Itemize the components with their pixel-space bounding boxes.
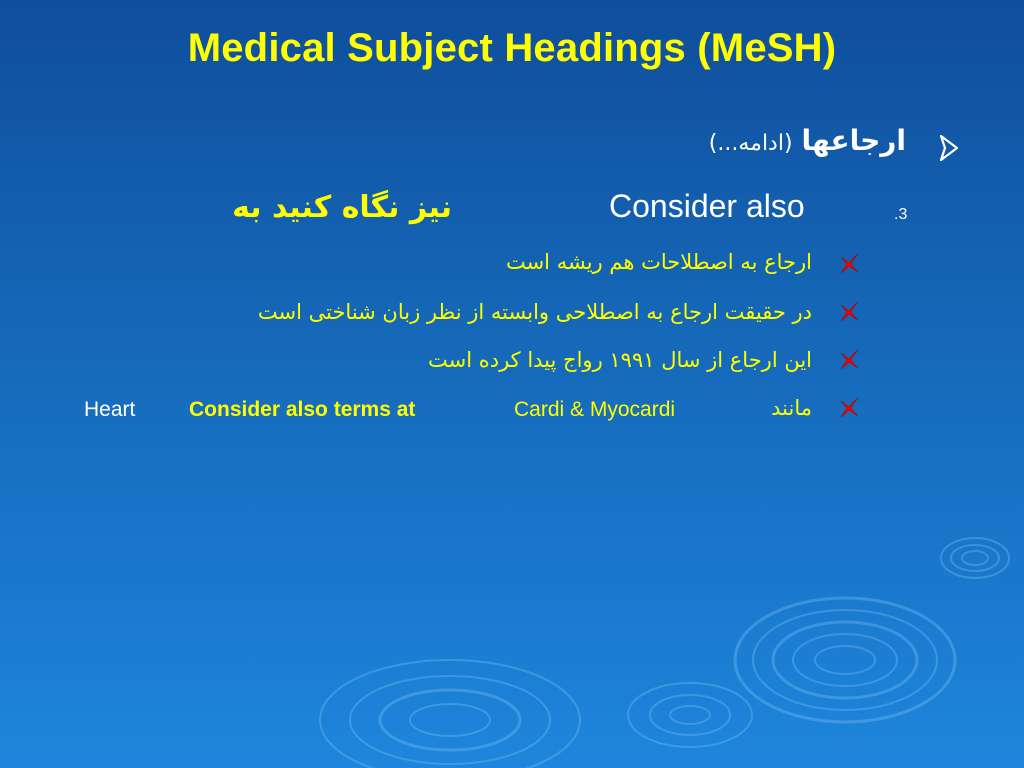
cross-mark-icon (838, 252, 860, 274)
slide-title: Medical Subject Headings (MeSH) (187, 26, 837, 70)
arrow-right-icon (935, 128, 963, 168)
bullet-item: این ارجاع از سال ۱۹۹۱ رواج پیدا کرده است (427, 348, 812, 372)
heading-main: ارجاعها (801, 124, 906, 157)
example-prefix: مانند (771, 396, 812, 420)
bullet-item: در حقیقت ارجاع به اصطلاحی وابسته از نظر زبان شناختی است (257, 300, 812, 324)
item-english-term: Consider also (609, 188, 805, 224)
bullet-item: ارجاع به اصطلاحات هم ریشه است (505, 250, 812, 274)
item-persian-term: نیز نگاه کنید به (232, 190, 452, 225)
example-target: Heart (84, 398, 136, 421)
example-phrase: Consider also terms at (189, 398, 416, 421)
cross-mark-icon (838, 348, 860, 370)
item-number: .3 (894, 206, 908, 223)
heading-line (709, 124, 906, 157)
cross-mark-icon (838, 396, 860, 418)
cross-mark-icon (838, 300, 860, 322)
example-terms: Cardi & Myocardi (514, 398, 676, 421)
heading-suffix: (ادامه...) (708, 131, 793, 156)
